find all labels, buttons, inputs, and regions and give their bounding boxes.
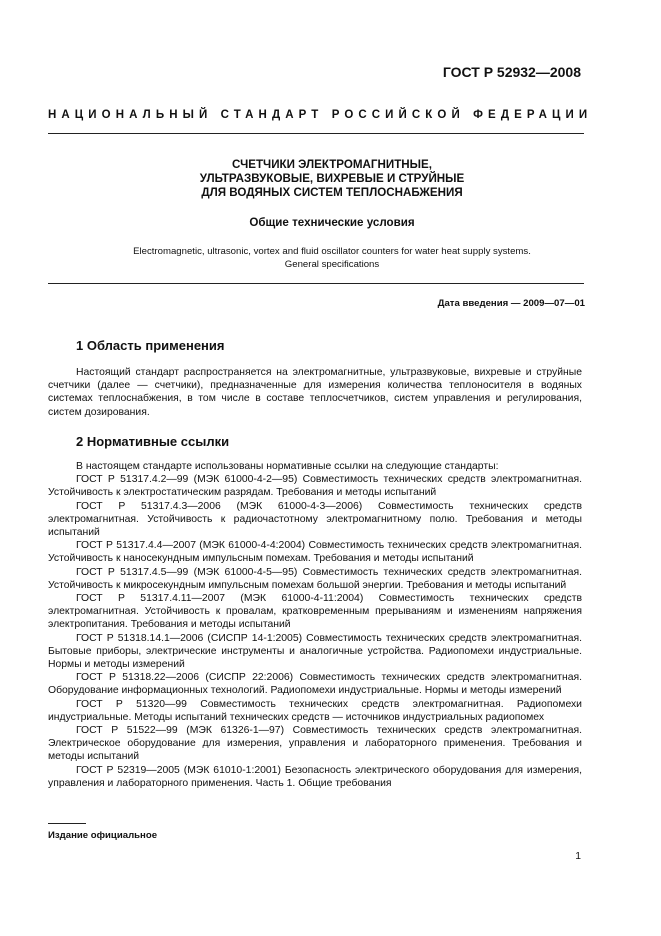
title-divider [48,283,584,284]
section-2-body [48,460,582,790]
edition-note: Издание официальное [48,830,158,841]
reference-item: ГОСТ Р 51317.4.11—2007 (МЭК 61000-4-11:2004) Совместимость технических средств электромагнитная. Устойчивость к провалам, кратковременным прерываниям и изменениям напряжения электропитания. Требования и методы испытаний [48,593,582,631]
reference-item: ГОСТ Р 52319—2005 (МЭК 61010-1:2001) Безопасность электрического оборудования для измерения, управления и лабораторного применения. Часть 1. Общие требования [48,764,582,789]
reference-item: ГОСТ Р 51318.22—2006 (СИСПР 22:2006) Совместимость технических средств электромагнитная. Оборудование информационных технологий. Радиопомехи индустриальные. Нормы и методы измерений [48,672,582,697]
title-line: СЧЕТЧИКИ ЭЛЕКТРОМАГНИТНЫЕ, [232,158,432,171]
title-line: УЛЬТРАЗВУКОВЫЕ, ВИХРЕВЫЕ И СТРУЙНЫЕ [199,172,465,185]
introduction-date: Дата введения — 2009—07—01 [437,298,585,309]
footer-divider [48,823,86,824]
section-2-heading: 2 Нормативные ссылки [76,434,230,449]
reference-item: ГОСТ Р 51320—99 Совместимость технических средств электромагнитная. Радиопомехи индустриальные. Методы испытаний технических средств — источников индустриальных радиопомех [48,698,582,723]
standard-code: ГОСТ Р 52932—2008 [442,64,581,80]
reference-item: ГОСТ Р 51522—99 (МЭК 61326-1—97) Совместимость технических средств электромагнитная. Электрическое оборудование для измерения, управления и лабораторного применения. Требования и методы испытаний [48,725,582,763]
english-title [48,245,616,271]
reference-item: ГОСТ Р 51318.14.1—2006 (СИСПР 14-1:2005) Совместимость технических средств электромагнитная. Бытовые приборы, электрические инструменты и аналогичные устройства. Радиопомехи индустриальные. Нормы и методы измерений [48,632,582,671]
document-subtitle: Общие технические условия [249,216,415,229]
section-1-heading: 1 Область применения [76,338,225,353]
section-1-body [48,366,582,419]
english-title-line: Electromagnetic, ultrasonic, vortex and fluid oscillator counters for water heat supply systems. [133,246,531,257]
paragraph: Настоящий стандарт распространяется на электромагнитные, ультразвуковые, вихревые и струйные счетчики (далее — счетчики), предназначенные для измерения количества теплоносителя в водяных системах теплоснабжения, в том числе в составе теплосчетчиков, систем управления и регулирования, систем дозирования. [48,367,582,418]
english-title-line: General specifications [284,259,380,270]
title-line: ДЛЯ ВОДЯНЫХ СИСТЕМ ТЕПЛОСНАБЖЕНИЯ [201,186,463,199]
national-standard-banner: НАЦИОНАЛЬНЫЙ СТАНДАРТ РОССИЙСКОЙ ФЕДЕРАЦИИ [48,109,593,121]
reference-item: ГОСТ Р 51317.4.3—2006 (МЭК 61000-4-3—2006) Совместимость технических средств электромагнитная. Устойчивость к радиочастотному электромагнитному полю. Требования и методы испытаний [48,500,582,539]
reference-item: ГОСТ Р 51317.4.4—2007 (МЭК 61000-4-4:2004) Совместимость технических средств электромагнитная. Устойчивость к наносекундным импульсным помехам. Требования и методы испытаний [48,540,582,565]
reference-item: ГОСТ Р 51317.4.5—99 (МЭК 61000-4-5—95) Совместимость технических средств электромагнитная. Устойчивость к микросекундным импульсным помехам большой энергии. Требования и методы испытаний [48,566,582,591]
document-title [48,158,616,200]
page-number: 1 [575,851,581,862]
reference-item: ГОСТ Р 51317.4.2—99 (МЭК 61000-4-2—95) Совместимость технических средств электромагнитная. Устойчивость к электростатическим разрядам. Требования и методы испытаний [48,474,582,499]
top-divider [48,133,584,134]
paragraph: В настоящем стандарте использованы нормативные ссылки на следующие стандарты: [76,461,499,472]
